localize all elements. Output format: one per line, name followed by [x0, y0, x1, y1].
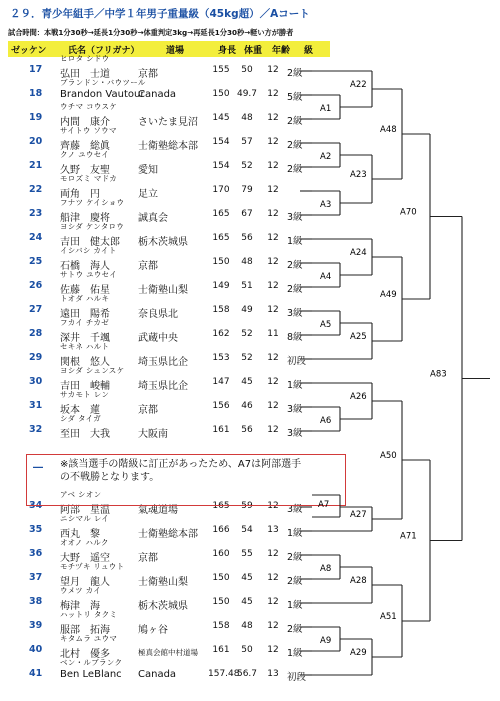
- player-age: 12: [267, 621, 279, 631]
- notice-line-2: の不戦勝となります。: [60, 472, 160, 483]
- player-grade: 3級: [287, 404, 303, 415]
- player-height: 160: [212, 549, 230, 559]
- player-number: 32: [29, 424, 43, 435]
- player-height: 154: [212, 161, 230, 171]
- match-label: A70: [400, 207, 417, 218]
- player-dojo: 氣魂道場: [138, 505, 178, 516]
- player-age: 12: [267, 573, 279, 583]
- player-height: 150: [212, 573, 230, 583]
- player-dojo: さいたま見沼: [138, 117, 198, 128]
- player-grade: 初段: [287, 672, 307, 683]
- match-label: A28: [350, 576, 367, 586]
- player-name: 齊藤 総眞: [60, 141, 110, 152]
- player-furigana: ヨシダ ケンタロウ: [60, 222, 125, 231]
- match-label: A8: [320, 564, 332, 574]
- player-name: 阿部 星温: [60, 505, 110, 516]
- player-name: 深井 千颯: [60, 333, 110, 344]
- match-label: A2: [320, 152, 332, 162]
- player-height: 154: [212, 137, 230, 147]
- player-age: 13: [267, 669, 279, 679]
- player-number: 22: [29, 184, 43, 195]
- player-dojo: 足立: [138, 189, 158, 200]
- player-age: 12: [267, 185, 279, 195]
- player-dojo: Canada: [138, 89, 177, 100]
- match-label: A3: [320, 200, 332, 210]
- player-number: 39: [29, 620, 43, 631]
- player-dojo: 士衛塾山梨: [138, 285, 188, 296]
- player-weight: 45: [241, 597, 253, 607]
- player-name: 吉田 健太郎: [60, 237, 120, 248]
- player-height: 145: [212, 113, 230, 123]
- player-furigana: ニシマル レイ: [60, 514, 110, 523]
- player-number: 30: [29, 376, 43, 387]
- player-furigana: フナツ ケイショウ: [60, 198, 125, 207]
- player-age: 12: [267, 549, 279, 559]
- player-weight: 50: [241, 65, 253, 75]
- match-label: A51: [380, 612, 397, 622]
- player-name: 北村 優多: [60, 649, 110, 660]
- match-label: A27: [350, 510, 367, 520]
- player-age: 11: [267, 329, 279, 339]
- player-number: 25: [29, 256, 43, 267]
- player-name: 至田 大我: [60, 429, 110, 440]
- player-weight: 45: [241, 573, 253, 583]
- player-name: Ben LeBlanc: [60, 669, 122, 680]
- player-weight: 48: [241, 621, 253, 631]
- match-label: A48: [380, 125, 397, 135]
- player-dojo: 奈良県北: [138, 309, 178, 320]
- player-furigana: ウチマ コウスケ: [60, 102, 118, 111]
- match-label: A4: [320, 272, 332, 282]
- match-label: A6: [320, 416, 332, 426]
- player-grade: 5級: [287, 92, 303, 103]
- col-weight: 体重: [244, 46, 263, 56]
- player-furigana: モロズミ マドカ: [60, 174, 118, 183]
- player-number: 17: [29, 64, 43, 75]
- player-name: 西丸 黎: [60, 529, 100, 540]
- player-age: 12: [267, 305, 279, 315]
- player-grade: 3級: [287, 212, 303, 223]
- player-number: 35: [29, 524, 43, 535]
- player-height: 161: [212, 425, 230, 435]
- player-number: 27: [29, 304, 43, 315]
- player-number: 37: [29, 572, 43, 583]
- match-rules: 試合時間：本戦1分30秒→延長1分30秒→体重判定3kg→再延長1分30秒→軽い方が勝者: [8, 28, 294, 37]
- match-label: A26: [350, 392, 367, 402]
- player-grade: 3級: [287, 428, 303, 439]
- match-label: A49: [380, 290, 397, 300]
- vacant-number: ―: [33, 462, 43, 473]
- player-weight: 56: [241, 425, 253, 435]
- player-dojo: 武蔵中央: [138, 333, 178, 344]
- player-grade: 1級: [287, 648, 303, 659]
- player-furigana: サカモト レン: [60, 390, 110, 399]
- player-age: 12: [267, 137, 279, 147]
- player-dojo: 大阪南: [138, 429, 168, 440]
- player-weight: 79: [241, 185, 253, 195]
- player-age: 12: [267, 65, 279, 75]
- player-weight: 57: [241, 137, 253, 147]
- player-weight: 49: [241, 305, 253, 315]
- notice-line-1: ※該当選手の階級に訂正があったため、A7は阿部選手: [60, 459, 302, 470]
- player-number: 36: [29, 548, 43, 559]
- player-dojo: 京都: [138, 69, 158, 80]
- player-name: 大野 遥空: [60, 553, 110, 564]
- player-age: 12: [267, 113, 279, 123]
- player-age: 12: [267, 233, 279, 243]
- player-furigana: ハットリ タクミ: [60, 610, 118, 619]
- player-dojo: 埼玉県比企: [138, 381, 188, 392]
- player-grade: 2級: [287, 576, 303, 587]
- player-age: 12: [267, 401, 279, 411]
- player-number: 41: [29, 668, 43, 679]
- player-furigana: キタムラ ユウマ: [60, 634, 118, 643]
- player-furigana: トオダ ハルキ: [60, 294, 110, 303]
- player-weight: 54: [241, 525, 253, 535]
- player-weight: 59: [241, 501, 253, 511]
- player-name: 佐藤 佑星: [60, 285, 110, 296]
- player-grade: 2級: [287, 284, 303, 295]
- player-dojo: 栃木茨城県: [138, 237, 188, 248]
- player-furigana: サイトウ ソウマ: [60, 126, 117, 135]
- player-age: 12: [267, 89, 279, 99]
- player-weight: 52: [241, 329, 253, 339]
- match-label: A22: [350, 80, 367, 90]
- player-furigana: ブランドン・バウツール: [60, 78, 146, 87]
- player-name: 船津 慶将: [60, 213, 110, 224]
- player-grade: 3級: [287, 308, 303, 319]
- match-label: A5: [320, 320, 332, 330]
- player-grade: 2級: [287, 140, 303, 151]
- match-label: A24: [350, 248, 367, 258]
- player-weight: 55: [241, 549, 253, 559]
- player-dojo: 京都: [138, 405, 158, 416]
- player-age: 12: [267, 281, 279, 291]
- player-name: Brandon Vautour: [60, 89, 145, 100]
- player-grade: 8級: [287, 332, 303, 343]
- player-name: 関根 悠人: [60, 357, 110, 368]
- player-height: 166: [212, 525, 230, 535]
- player-age: 12: [267, 353, 279, 363]
- player-dojo: 鳩ヶ谷: [138, 625, 168, 636]
- player-grade: 2級: [287, 260, 303, 271]
- player-name: 久野 友聖: [60, 165, 110, 176]
- player-name: 石橋 海人: [60, 261, 110, 272]
- player-height: 165: [212, 233, 230, 243]
- player-furigana: ヒロタ シドウ: [60, 54, 110, 63]
- player-height: 157.48: [208, 669, 240, 679]
- player-grade: 3級: [287, 504, 303, 515]
- player-age: 12: [267, 645, 279, 655]
- player-age: 13: [267, 525, 279, 535]
- player-age: 12: [267, 501, 279, 511]
- col-dojo: 道場: [166, 46, 185, 56]
- player-grade: 2級: [287, 68, 303, 79]
- player-name: 服部 拓海: [60, 625, 110, 636]
- col-height: 身長: [218, 46, 237, 56]
- player-grade: 2級: [287, 552, 303, 563]
- player-furigana: シダ タイガ: [60, 414, 102, 423]
- match-label: A1: [320, 104, 332, 114]
- player-grade: 1級: [287, 236, 303, 247]
- player-age: 12: [267, 425, 279, 435]
- match-label: A25: [350, 332, 367, 342]
- player-height: 155: [212, 65, 230, 75]
- col-grade: 級: [304, 46, 314, 56]
- player-dojo: 栃木茨城県: [138, 601, 188, 612]
- page-title: ２９．青少年組手／中学１年男子重量級（45kg超）／Aコート: [10, 8, 310, 20]
- player-dojo: 京都: [138, 261, 158, 272]
- player-number: 34: [29, 500, 43, 511]
- player-height: 161: [212, 645, 230, 655]
- player-dojo: 愛知: [138, 165, 158, 176]
- player-dojo: 京都: [138, 553, 158, 564]
- player-age: 12: [267, 161, 279, 171]
- player-name: 遠田 陽希: [60, 309, 110, 320]
- player-furigana: セキネ ハルト: [60, 342, 110, 351]
- player-grade: 1級: [287, 600, 303, 611]
- player-number: 31: [29, 400, 43, 411]
- player-height: 158: [212, 621, 230, 631]
- player-dojo: 士衛塾総本部: [138, 529, 198, 540]
- player-weight: 49.7: [236, 89, 258, 99]
- player-name: 吉田 峻輔: [60, 381, 110, 392]
- match-label: A23: [350, 170, 367, 180]
- player-height: 162: [212, 329, 230, 339]
- match-label: A71: [400, 531, 417, 542]
- col-age: 年齢: [272, 46, 291, 56]
- player-furigana: ベン・ルブランク: [60, 658, 123, 667]
- player-name: 内間 康介: [60, 117, 110, 128]
- player-grade: 2級: [287, 624, 303, 635]
- player-dojo: 誠真会: [138, 213, 168, 224]
- player-height: 149: [212, 281, 230, 291]
- player-name: 望月 龍人: [60, 577, 110, 588]
- player-age: 12: [267, 257, 279, 267]
- player-height: 158: [212, 305, 230, 315]
- player-furigana: ウメツ カイ: [60, 586, 102, 595]
- player-weight: 56.7: [236, 669, 258, 679]
- match-label: A7: [318, 500, 330, 510]
- player-age: 12: [267, 377, 279, 387]
- player-name: 梅津 海: [60, 601, 100, 612]
- player-grade: 1級: [287, 380, 303, 391]
- player-dojo: 士衛塾総本部: [138, 141, 198, 152]
- player-number: 29: [29, 352, 43, 363]
- player-furigana: サトウ ユウセイ: [60, 270, 118, 279]
- match-label: A50: [380, 451, 397, 461]
- player-grade: 2級: [287, 164, 303, 175]
- player-furigana: オオノ ハルク: [60, 538, 109, 547]
- player-age: 12: [267, 209, 279, 219]
- player-weight: 50: [241, 645, 253, 655]
- player-weight: 52: [241, 161, 253, 171]
- player-name: 坂本 蓮: [60, 405, 100, 416]
- final-match-label: A83: [430, 369, 447, 380]
- player-weight: 67: [241, 209, 253, 219]
- player-weight: 45: [241, 377, 253, 387]
- player-height: 150: [212, 89, 230, 99]
- player-height: 156: [212, 401, 230, 411]
- player-weight: 51: [241, 281, 253, 291]
- player-grade: 初段: [287, 356, 307, 367]
- player-name: 弘田 士道: [60, 69, 110, 80]
- player-height: 165: [212, 209, 230, 219]
- player-number: 21: [29, 160, 43, 171]
- match-label: A29: [350, 648, 367, 658]
- player-grade: 2級: [287, 116, 303, 127]
- player-height: 150: [212, 597, 230, 607]
- col-zekken: ゼッケン: [11, 46, 47, 56]
- player-number: 38: [29, 596, 43, 607]
- player-grade: 1級: [287, 528, 303, 539]
- player-dojo: 極真会館中村道場: [138, 648, 198, 657]
- player-age: 12: [267, 597, 279, 607]
- player-number: 26: [29, 280, 43, 291]
- player-furigana: フカイ チカゼ: [60, 318, 110, 327]
- player-name: 両角 円: [60, 189, 100, 200]
- player-height: 165: [212, 501, 230, 511]
- player-number: 40: [29, 644, 43, 655]
- col-name: 氏名（フリガナ）: [68, 46, 140, 56]
- player-height: 150: [212, 257, 230, 267]
- player-height: 170: [212, 185, 230, 195]
- player-furigana: クノ ユウセイ: [60, 150, 110, 159]
- player-weight: 48: [241, 257, 253, 267]
- player-furigana: モチヅキ リュウト: [60, 562, 125, 571]
- player-furigana: ヨシダ シュンスケ: [60, 366, 125, 375]
- player-dojo: 士衛塾山梨: [138, 577, 188, 588]
- player-weight: 48: [241, 113, 253, 123]
- player-furigana: アベ シオン: [60, 490, 102, 499]
- player-number: 28: [29, 328, 43, 339]
- player-furigana: イシバシ カイト: [60, 246, 117, 255]
- player-weight: 46: [241, 401, 253, 411]
- player-height: 153: [212, 353, 230, 363]
- player-number: 23: [29, 208, 43, 219]
- player-dojo: Canada: [138, 669, 177, 680]
- player-height: 147: [212, 377, 230, 387]
- player-number: 19: [29, 112, 43, 123]
- player-number: 20: [29, 136, 43, 147]
- player-weight: 52: [241, 353, 253, 363]
- match-label: A9: [320, 636, 332, 646]
- player-number: 24: [29, 232, 43, 243]
- player-weight: 56: [241, 233, 253, 243]
- player-dojo: 埼玉県比企: [138, 357, 188, 368]
- player-number: 18: [29, 88, 43, 99]
